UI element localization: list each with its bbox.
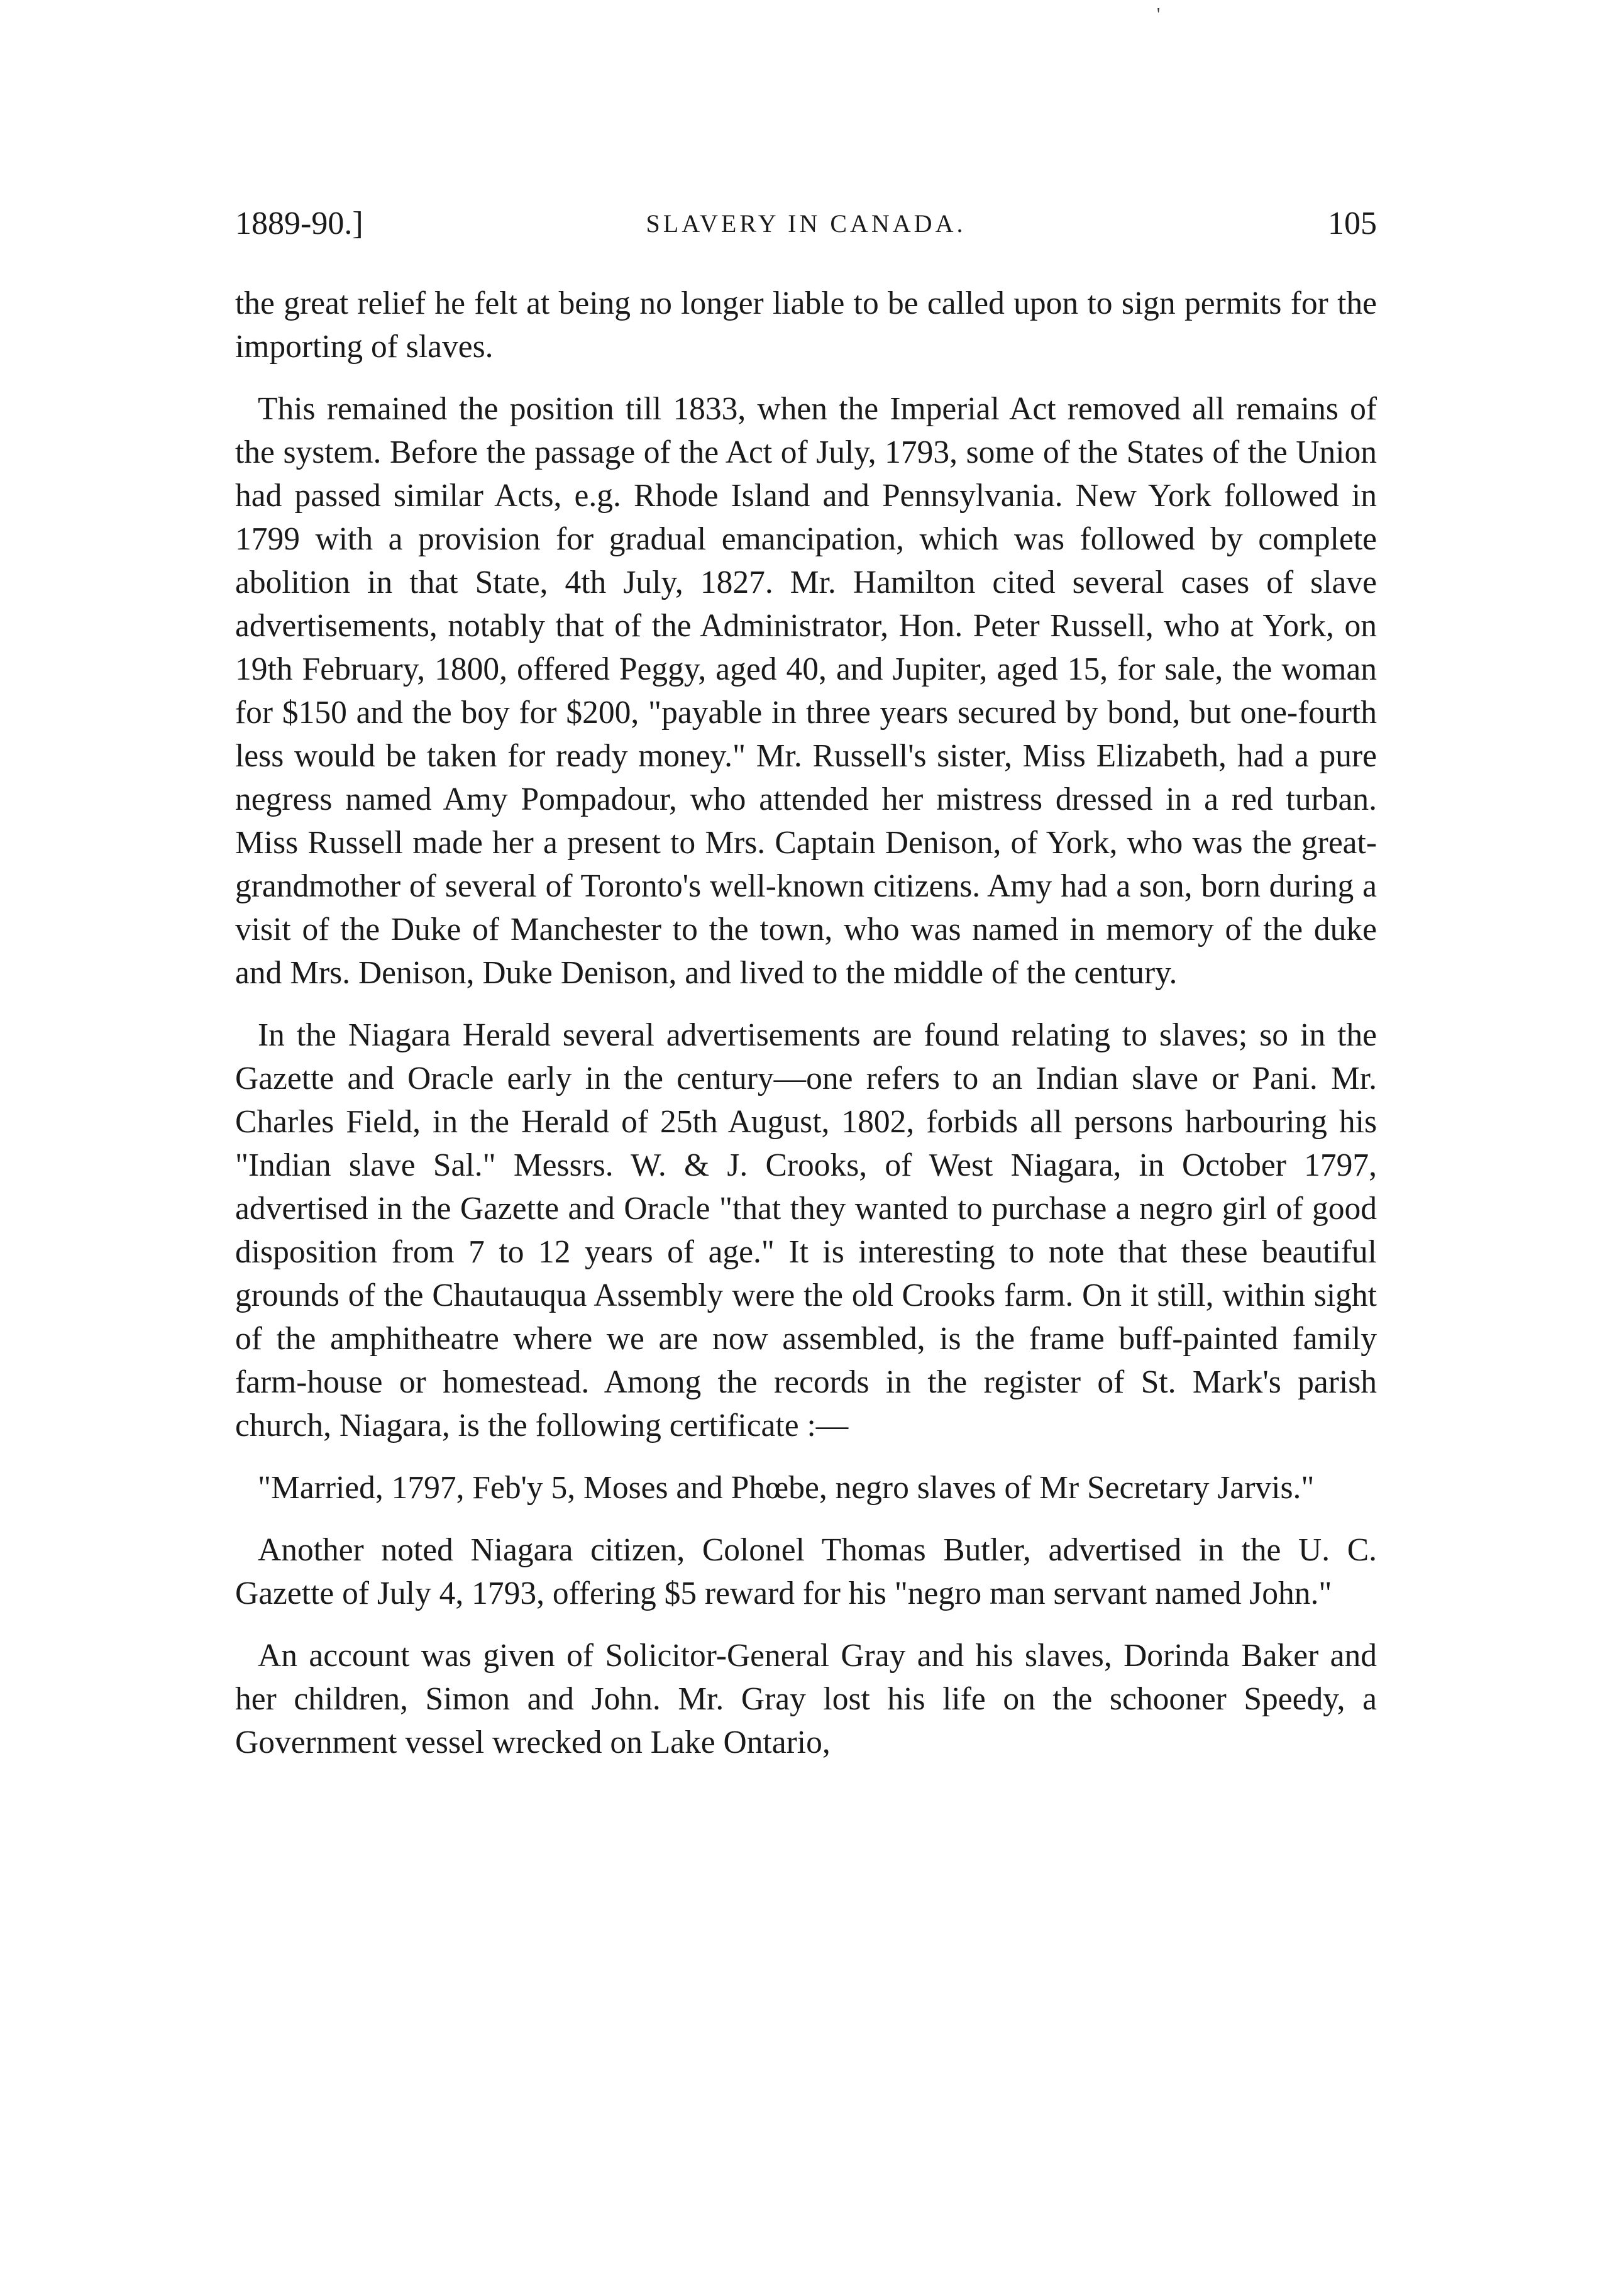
- stray-mark: ': [1157, 5, 1161, 25]
- paragraph: An account was given of Solicitor-General Gray and his slaves, Dorinda Baker and her children, Simon and John. Mr. Gray lost his life on the schooner Speedy, a Government vessel wrecked on Lake Ontario,: [235, 1638, 1377, 1760]
- paragraph: In the Niagara Herald several advertisements are found relating to slaves; so in the Gazette and Oracle early in the century—one refers to an Indian slave or Pani. Mr. Charles Field, in the Herald of 25th August, 1802, forbids all persons harbouring his "Indian slave Sal." Messrs. W. & J. Crooks, of West Niagara, in October 1797, advertised in the Gazette and Oracle "that they wanted to purchase a negro girl of good disposition from 7 to 12 years of age." It is interesting to note that these beautiful grounds of the Chautauqua Assembly were the old Crooks farm. On it still, within sight of the amphitheatre where we are now assembled, is the frame buff-painted family farm-house or homestead. Among the records in the register of St. Mark's parish church, Niagara, is the following certificate :—: [235, 1017, 1377, 1443]
- paragraph: This remained the position till 1833, when the Imperial Act removed all remains of the system. Before the passage of the Act of July, 1793, some of the States of the Union had passed similar Acts, e.g. Rhode Island and Pennsylvania. New York followed in 1799 with a provision for gradual emancipation, which was followed by complete abolition in that State, 4th July, 1827. Mr. Hamilton cited several cases of slave advertisements, notably that of the Administrator, Hon. Peter Russell, who at York, on 19th February, 1800, offered Peggy, aged 40, and Jupiter, aged 15, for sale, the woman for $150 and the boy for $200, "payable in three years secured by bond, but one-fourth less would be taken for ready money." Mr. Russell's sister, Miss Elizabeth, had a pure negress named Amy Pompadour, who attended her mistress dressed in a red turban. Miss Russell made her a present to Mrs. Captain Denison, of York, who was the great-grandmother of several of Toronto's well-known citizens. Amy had a son, born during a visit of the Duke of Manchester to the town, who was named in memory of the duke and Mrs. Denison, Duke Denison, and lived to the middle of the century.: [235, 391, 1377, 991]
- body-text: [235, 282, 1377, 1764]
- header-volume-years: 1889-90.]: [235, 206, 363, 241]
- page-number: 105: [1328, 206, 1377, 241]
- header-title: SLAVERY IN CANADA.: [646, 209, 966, 238]
- paragraph-continued: the great relief he felt at being no longer liable to be called upon to sign permits for the importing of slaves.: [235, 285, 1377, 365]
- paragraph: Another noted Niagara citizen, Colonel Thomas Butler, advertised in the U. C. Gazette of July 4, 1793, offering $5 reward for his "negro man servant named John.": [235, 1532, 1377, 1611]
- running-header: [235, 205, 1377, 255]
- paragraph-quotation: "Married, 1797, Feb'y 5, Moses and Phœbe, negro slaves of Mr Secretary Jarvis.": [258, 1470, 1315, 1506]
